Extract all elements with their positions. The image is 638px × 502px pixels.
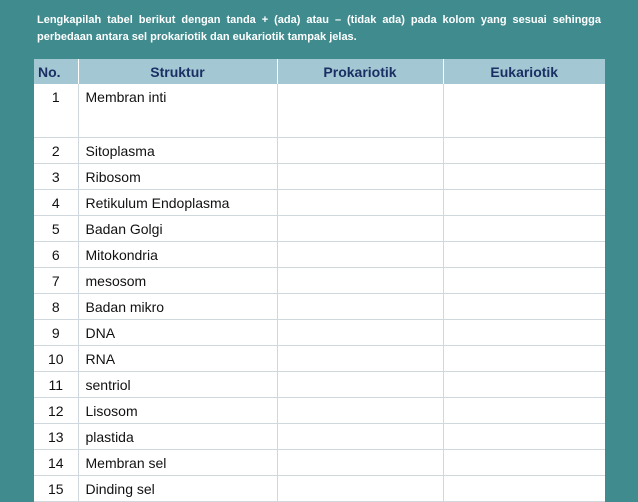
cell-eukariotik[interactable] — [443, 268, 605, 294]
cell-prokariotik[interactable] — [277, 190, 443, 216]
cell-eukariotik[interactable] — [443, 372, 605, 398]
cell-eukariotik[interactable] — [443, 164, 605, 190]
cell-struktur: Lisosom — [78, 398, 277, 424]
cell-eukariotik[interactable] — [443, 398, 605, 424]
cell-prokariotik[interactable] — [277, 294, 443, 320]
cell-prokariotik[interactable] — [277, 346, 443, 372]
cell-eukariotik[interactable] — [443, 84, 605, 138]
cell-prokariotik[interactable] — [277, 138, 443, 164]
comparison-table-container — [34, 59, 605, 497]
cell-eukariotik[interactable] — [443, 320, 605, 346]
cell-struktur: Membran sel — [78, 450, 277, 476]
cell-no: 15 — [34, 476, 78, 502]
table-row — [34, 450, 605, 476]
cell-struktur: RNA — [78, 346, 277, 372]
cell-no: 1 — [34, 84, 78, 138]
cell-eukariotik[interactable] — [443, 346, 605, 372]
cell-no: 11 — [34, 372, 78, 398]
table-row — [34, 190, 605, 216]
table-row — [34, 372, 605, 398]
cell-struktur: Badan mikro — [78, 294, 277, 320]
cell-eukariotik[interactable] — [443, 242, 605, 268]
cell-eukariotik[interactable] — [443, 424, 605, 450]
cell-no: 8 — [34, 294, 78, 320]
cell-struktur: Sitoplasma — [78, 138, 277, 164]
cell-no: 12 — [34, 398, 78, 424]
cell-struktur: mesosom — [78, 268, 277, 294]
table-row — [34, 476, 605, 502]
cell-no: 10 — [34, 346, 78, 372]
header-no: No. — [34, 59, 78, 84]
table-row — [34, 164, 605, 190]
cell-struktur: Dinding sel — [78, 476, 277, 502]
cell-no: 3 — [34, 164, 78, 190]
cell-prokariotik[interactable] — [277, 372, 443, 398]
cell-no: 2 — [34, 138, 78, 164]
cell-eukariotik[interactable] — [443, 216, 605, 242]
cell-prokariotik[interactable] — [277, 450, 443, 476]
cell-no: 6 — [34, 242, 78, 268]
cell-struktur: Membran inti — [78, 84, 277, 138]
cell-struktur: DNA — [78, 320, 277, 346]
cell-prokariotik[interactable] — [277, 84, 443, 138]
table-row — [34, 216, 605, 242]
table-header-row — [34, 59, 605, 84]
cell-eukariotik[interactable] — [443, 294, 605, 320]
header-prokariotik: Prokariotik — [277, 59, 443, 84]
header-eukariotik: Eukariotik — [443, 59, 605, 84]
cell-eukariotik[interactable] — [443, 190, 605, 216]
table-row — [34, 84, 605, 138]
cell-no: 9 — [34, 320, 78, 346]
instruction-text: Lengkapilah tabel berikut dengan tanda + (ada) atau – (tidak ada) pada kolom yang sesuai sehingga perbedaan antara sel prokariotik dan eukariotik tampak jelas. — [37, 14, 601, 43]
cell-no: 5 — [34, 216, 78, 242]
cell-no: 7 — [34, 268, 78, 294]
cell-eukariotik[interactable] — [443, 450, 605, 476]
cell-eukariotik[interactable] — [443, 138, 605, 164]
cell-prokariotik[interactable] — [277, 242, 443, 268]
cell-no: 14 — [34, 450, 78, 476]
cell-struktur: sentriol — [78, 372, 277, 398]
table-row — [34, 294, 605, 320]
table-row — [34, 424, 605, 450]
cell-eukariotik[interactable] — [443, 476, 605, 502]
cell-struktur: Ribosom — [78, 164, 277, 190]
cell-no: 4 — [34, 190, 78, 216]
cell-prokariotik[interactable] — [277, 164, 443, 190]
cell-struktur: Badan Golgi — [78, 216, 277, 242]
cell-prokariotik[interactable] — [277, 398, 443, 424]
cell-struktur: plastida — [78, 424, 277, 450]
table-row — [34, 398, 605, 424]
table-row — [34, 242, 605, 268]
cell-prokariotik[interactable] — [277, 320, 443, 346]
cell-prokariotik[interactable] — [277, 216, 443, 242]
table-row — [34, 138, 605, 164]
cell-prokariotik[interactable] — [277, 424, 443, 450]
table-row — [34, 268, 605, 294]
cell-prokariotik[interactable] — [277, 268, 443, 294]
table-row — [34, 346, 605, 372]
cell-struktur: Retikulum Endoplasma — [78, 190, 277, 216]
table-row — [34, 320, 605, 346]
header-struktur: Struktur — [78, 59, 277, 84]
cell-no: 13 — [34, 424, 78, 450]
cell-prokariotik[interactable] — [277, 476, 443, 502]
cell-struktur: Mitokondria — [78, 242, 277, 268]
comparison-table — [34, 59, 605, 502]
